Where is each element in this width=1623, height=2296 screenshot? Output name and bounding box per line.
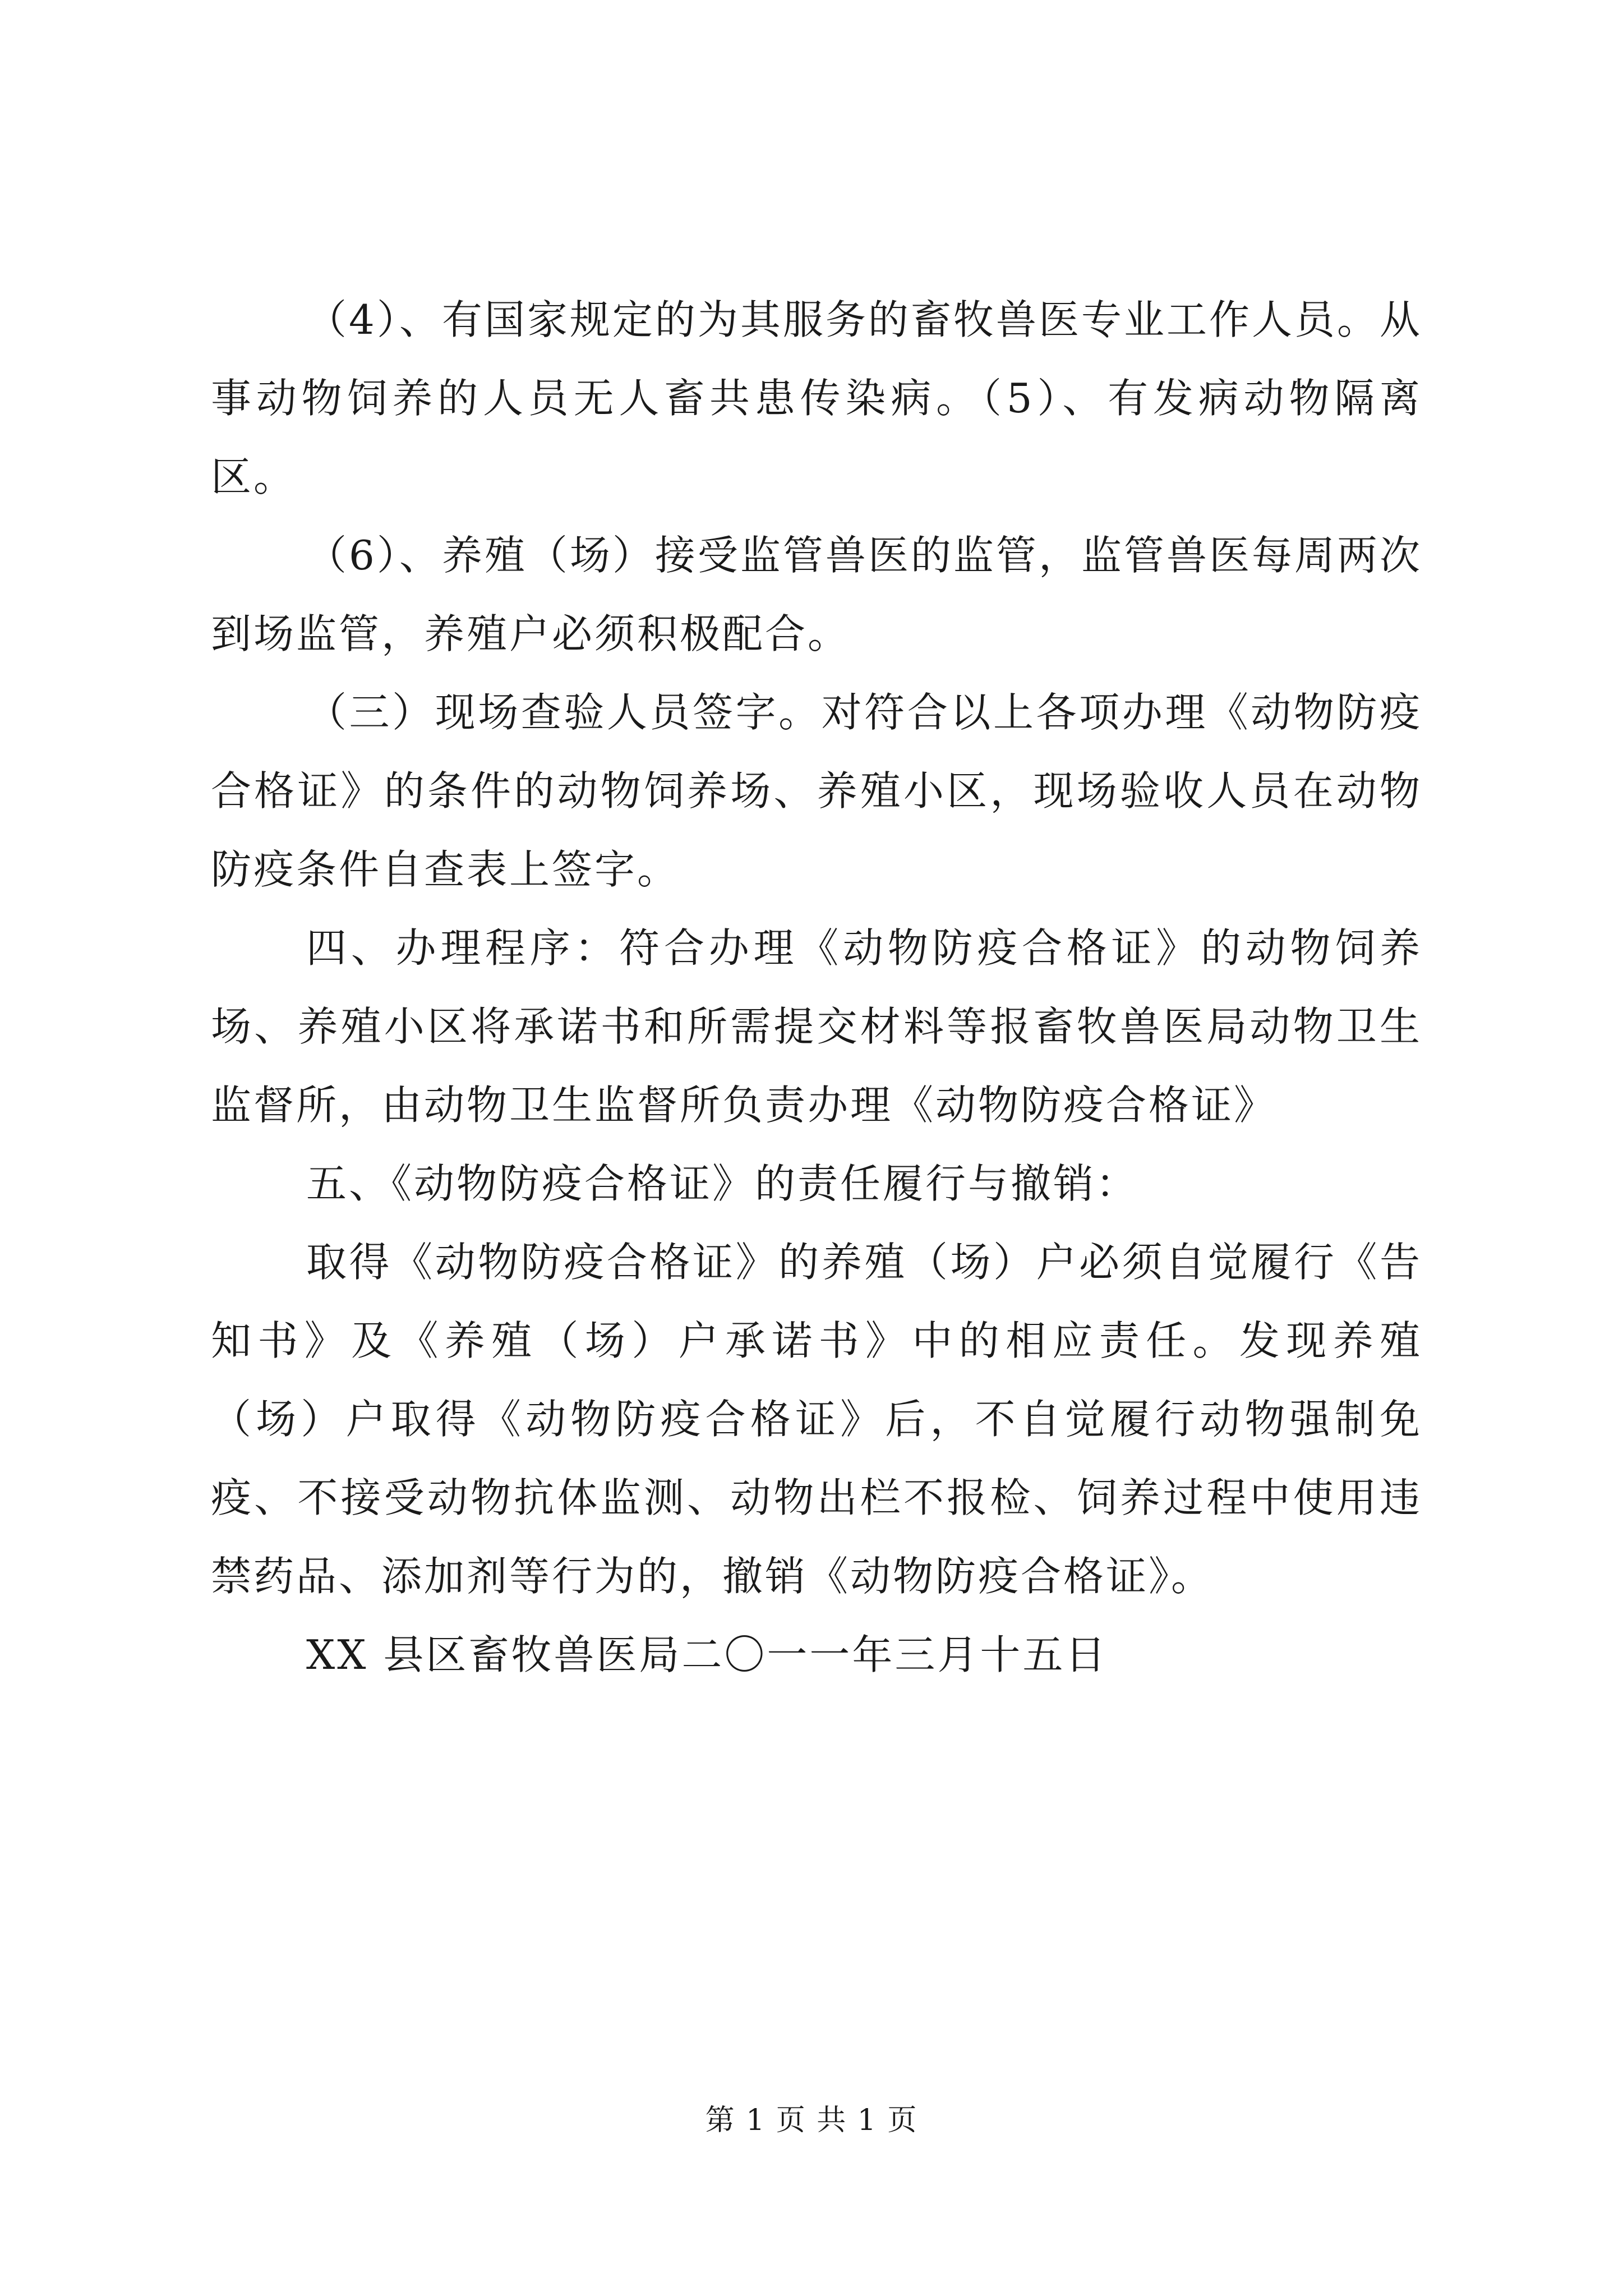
paragraph-inspector-signature: （三）现场查验人员签字。对符合以上各项办理《动物防疫合格证》的条件的动物饲养场、养殖小区，现场验收人员在动物防疫条件自查表上签字。 bbox=[211, 689, 1422, 893]
paragraph-section-five-heading: 五、《动物防疫合格证》的责任履行与撤销： bbox=[306, 1160, 1139, 1207]
paragraph-procedure: 四、办理程序：符合办理《动物防疫合格证》的动物饲养场、养殖小区将承诺书和所需提交材料等报畜牧兽医局动物卫生监督所，由动物卫生监督所负责办理《动物防疫合格证》 bbox=[211, 924, 1422, 1129]
document-body bbox=[211, 280, 1422, 1694]
paragraph-vet-supervision: （6）、养殖（场）接受监管兽医的监管，监管兽医每周两次到场监管，养殖户必须积极配合。 bbox=[211, 532, 1422, 657]
paragraph-issuer-date: XX 县区畜牧兽医局二〇一一年三月十五日 bbox=[306, 1631, 1108, 1678]
paragraph-revocation: 取得《动物防疫合格证》的养殖（场）户必须自觉履行《告知书》及《养殖（场）户承诺书》中的相应责任。发现养殖（场）户取得《动物防疫合格证》后，不自觉履行动物强制免疫、不接受动物抗体监测、动物出栏不报检、饲养过程中使用违禁药品、添加剂等行为的，撤销《动物防疫合格证》。 bbox=[211, 1239, 1422, 1600]
page-footer: 第 1 页 共 1 页 bbox=[705, 2104, 918, 2137]
paragraph-staff-requirements: （4）、有国家规定的为其服务的畜牧兽医专业工作人员。从事动物饲养的人员无人畜共患传染病。（5）、有发病动物隔离区。 bbox=[211, 296, 1422, 500]
